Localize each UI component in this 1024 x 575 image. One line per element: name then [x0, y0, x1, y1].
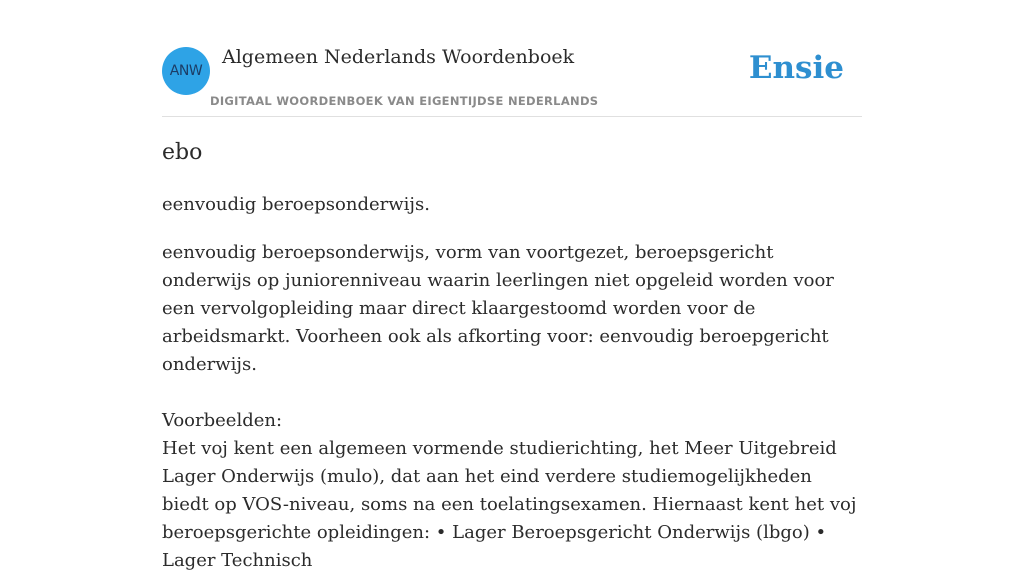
logo-text: ANW	[169, 63, 203, 79]
site-subtitle: DIGITAAL WOORDENBOEK VAN EIGENTIJDSE NEDERLANDS	[210, 94, 599, 108]
examples-label: Voorbeelden:	[162, 410, 283, 431]
site-title[interactable]: Algemeen Nederlands Woordenboek	[222, 46, 575, 68]
anw-logo[interactable]	[162, 47, 210, 95]
example-text: Het voj kent een algemeen vormende studierichting, het Meer Uitgebreid Lager Onderwijs (mulo), dat aan het eind verdere studiemogelijkheden biedt op VOS-niveau, soms na een toelatingsexamen. Hiernaast kent het voj beroepsgerichte opleidingen: • Lager Beroepsgericht Onderwijs (lbgo) • Lager Technisch	[162, 438, 857, 571]
ensie-brand-link[interactable]: Ensie	[748, 50, 844, 86]
site-header	[162, 0, 862, 117]
page-container	[162, 0, 862, 571]
entry-short-definition: eenvoudig beroepsonderwijs.	[162, 194, 430, 215]
entry-definition-body	[162, 239, 862, 575]
entry-definition: eenvoudig beroepsonderwijs, vorm van voortgezet, beroepsgericht onderwijs op juniorenniveau waarin leerlingen niet opgeleid worden voor een vervolgopleiding maar direct klaargestoomd worden voor de arbeidsmarkt. Voorheen ook als afkorting voor: eenvoudig beroepgericht onderwijs.	[162, 242, 834, 375]
paragraph-spacer	[162, 379, 862, 407]
entry-headword: ebo	[162, 140, 203, 165]
